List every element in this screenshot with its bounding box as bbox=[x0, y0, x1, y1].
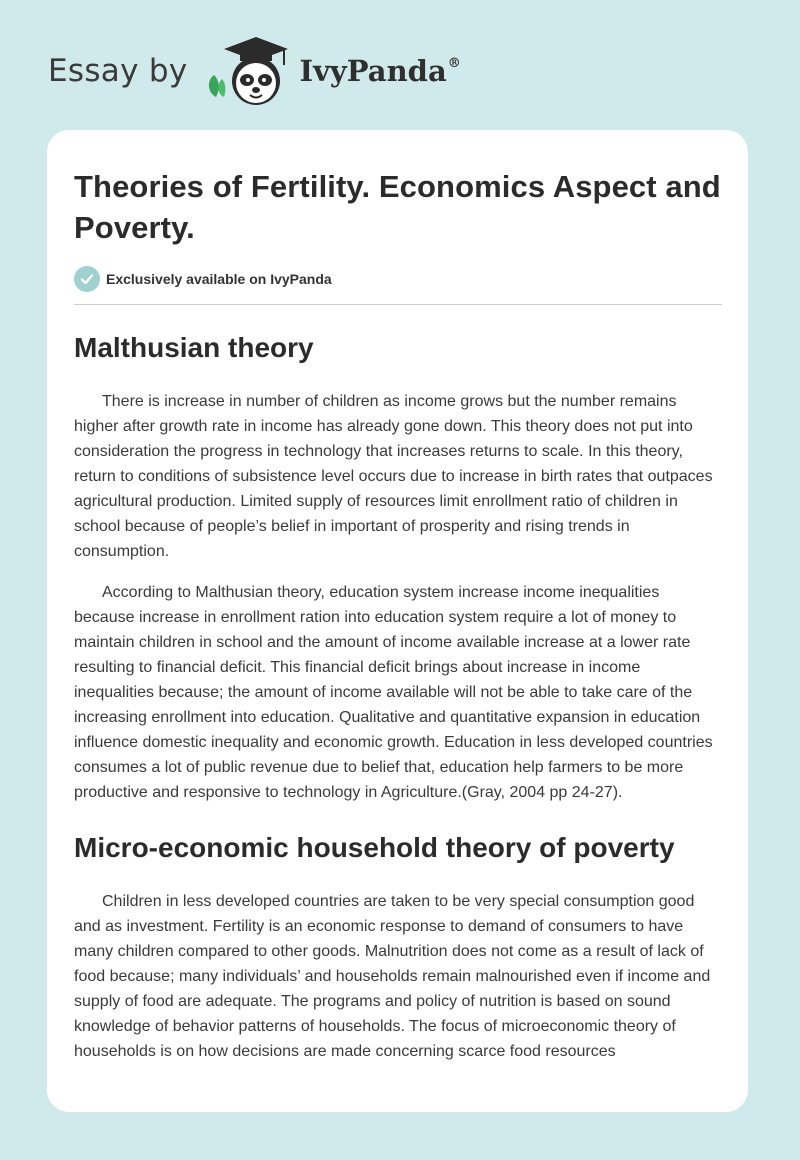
check-circle-icon bbox=[74, 266, 100, 292]
exclusive-badge bbox=[74, 266, 722, 292]
paragraph: Children in less developed countries are taken to be very special consumption good and as investment. Fertility is an economic response to demand of consumers to have many children compared to other goods. Malnutrition does not come as a result of lack of food because; many individuals’ and households remain malnourished even if income and supply of food are adequate. The programs and policy of nutrition is based on sound knowledge of behavior patterns of households. The focus of microeconomic theory of households is on how decisions are made concerning scarce food resources bbox=[74, 893, 711, 1060]
essay-card bbox=[47, 130, 748, 1112]
essay-title: Theories of Fertility. Economics Aspect and Poverty. bbox=[74, 169, 721, 245]
essay-by-label: Essay by bbox=[48, 53, 188, 89]
divider bbox=[74, 304, 722, 305]
paragraph: There is increase in number of children as income grows but the number remains higher after growth rate in income has already gone down. This theory does not put into consideration the progress in technology that increases returns to scale. In this theory, return to conditions of subsistence level occurs due to increase in birth rates that outpaces agricultural production. Limited supply of resources limit enrollment ratio of children in school because of people’s belief in important of prosperity and rising trends in consumption. bbox=[74, 393, 713, 560]
section-heading: Micro-economic household theory of poverty bbox=[74, 832, 675, 863]
paragraph: According to Malthusian theory, education system increase income inequalities because increase in enrollment ration into education system require a lot of money to maintain children in school and the amount of income available increase at a lower rate resulting to financial deficit. This financial deficit brings about increase in income inequalities because; the amount of income available will not be able to take care of the increasing enrollment into education. Qualitative and quantitative expansion in education influence domestic inequality and economic growth. Education in less developed countries consumes a lot of public revenue due to belief that, education help farmers to be more productive and responsive to technology in Agriculture.(Gray, 2004 pp 24-27). bbox=[74, 584, 713, 801]
exclusive-label: Exclusively available on IvyPanda bbox=[106, 271, 332, 287]
brand-name: IvyPanda® bbox=[299, 54, 461, 88]
section-heading: Malthusian theory bbox=[74, 332, 314, 363]
panda-graduate-icon bbox=[204, 35, 296, 107]
site-header bbox=[48, 36, 461, 106]
